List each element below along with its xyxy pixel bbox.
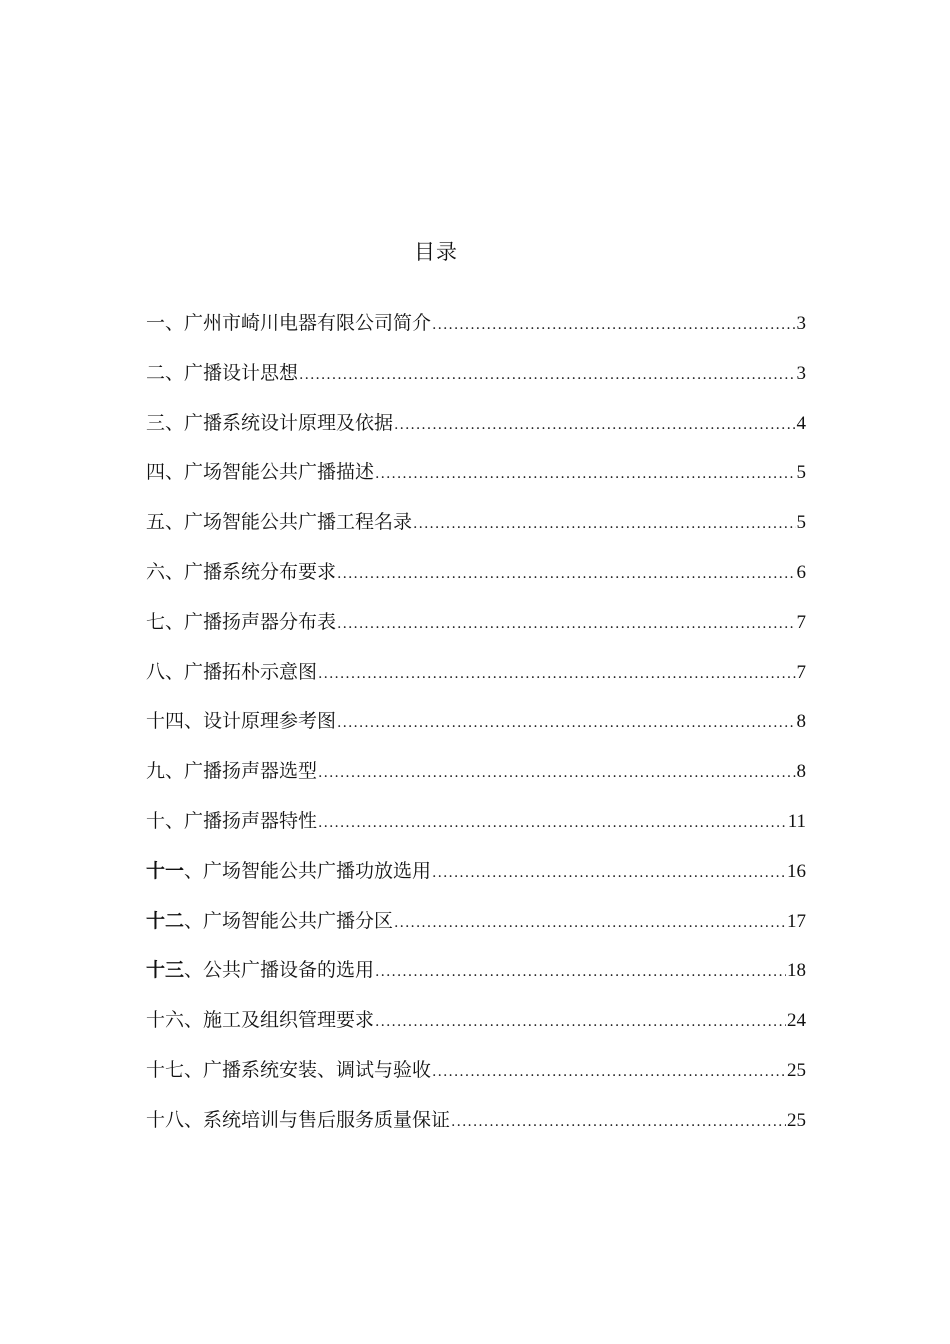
toc-entry-number: 九 — [146, 760, 166, 783]
toc-dot-leader — [432, 317, 795, 333]
toc-page-number: 18 — [787, 960, 806, 982]
toc-entry[interactable] — [146, 906, 806, 956]
toc-entry-text: 广播设计思想 — [184, 361, 299, 384]
toc-dot-leader — [337, 715, 795, 731]
toc-entry-text: 广场智能公共广播功放选用 — [203, 859, 432, 882]
toc-dot-leader — [432, 1064, 786, 1080]
toc-page-number: 5 — [796, 512, 806, 534]
toc-page-number: 24 — [787, 1010, 806, 1032]
toc-entry[interactable] — [146, 706, 806, 756]
toc-entry-label — [146, 955, 374, 982]
toc-entry-separator: 、 — [165, 610, 185, 633]
toc-entry[interactable] — [146, 408, 806, 458]
toc-entry-label — [146, 856, 431, 883]
toc-dot-leader — [337, 616, 795, 632]
toc-entry-text: 施工及组织管理要求 — [203, 1009, 375, 1032]
table-of-contents — [146, 308, 806, 1155]
toc-entry-number: 二 — [146, 361, 166, 384]
toc-dot-leader — [318, 666, 795, 682]
toc-entry-separator: 、 — [184, 1058, 204, 1081]
toc-entry[interactable] — [146, 806, 806, 856]
toc-entry-label — [146, 706, 336, 733]
toc-entry[interactable] — [146, 856, 806, 906]
toc-entry-separator: 、 — [165, 760, 185, 783]
toc-entry-separator: 、 — [184, 1009, 204, 1032]
toc-entry[interactable] — [146, 1105, 806, 1155]
toc-entry-separator: 、 — [184, 710, 204, 733]
toc-entry-label — [146, 308, 431, 335]
toc-entry-label — [146, 557, 336, 584]
toc-entry[interactable] — [146, 358, 806, 408]
toc-entry-text: 广播扬声器特性 — [184, 809, 318, 832]
toc-entry-number: 十一 — [146, 859, 185, 882]
toc-dot-leader — [318, 815, 787, 831]
toc-entry-text: 广播拓朴示意图 — [184, 660, 318, 683]
toc-entry-label — [146, 408, 393, 435]
toc-page-number: 6 — [796, 561, 806, 583]
toc-entry-text: 公共广播设备的选用 — [203, 959, 375, 982]
toc-entry-separator: 、 — [165, 809, 185, 832]
toc-entry-text: 设计原理参考图 — [203, 710, 337, 733]
toc-entry-text: 广播扬声器选型 — [184, 760, 318, 783]
toc-page-number: 17 — [787, 910, 806, 932]
toc-entry[interactable] — [146, 1055, 806, 1105]
toc-dot-leader — [394, 915, 786, 931]
toc-entry-label — [146, 607, 336, 634]
toc-entry-separator: 、 — [165, 461, 185, 484]
toc-entry-text: 广播系统安装、调试与验收 — [203, 1058, 432, 1081]
toc-entry[interactable] — [146, 1005, 806, 1055]
toc-page-number: 25 — [787, 1059, 806, 1081]
toc-entry-text: 广场智能公共广播描述 — [184, 461, 375, 484]
toc-dot-leader — [394, 417, 795, 433]
toc-entry-number: 十八 — [146, 1108, 185, 1131]
toc-page-number: 5 — [796, 462, 806, 484]
toc-page-number: 3 — [796, 313, 806, 334]
toc-entry-separator: 、 — [184, 859, 204, 882]
toc-page-number: 8 — [796, 761, 806, 783]
toc-page-number: 16 — [787, 860, 806, 882]
toc-entry-number: 四 — [146, 461, 166, 484]
toc-page-number: 8 — [796, 711, 806, 733]
toc-entry-label — [146, 507, 412, 534]
toc-entry-label — [146, 457, 374, 484]
toc-entry-label — [146, 1005, 374, 1032]
toc-dot-leader — [432, 865, 786, 881]
toc-page-number: 7 — [796, 611, 806, 633]
toc-dot-leader — [337, 566, 795, 582]
toc-entry-separator: 、 — [184, 959, 204, 982]
toc-page-number: 7 — [796, 661, 806, 683]
toc-entry-text: 广播系统设计原理及依据 — [184, 411, 394, 434]
toc-entry-separator: 、 — [165, 511, 185, 534]
toc-entry[interactable] — [146, 507, 806, 557]
toc-entry-text: 广场智能公共广播工程名录 — [184, 511, 413, 534]
toc-entry[interactable] — [146, 756, 806, 806]
toc-title: 目录 — [414, 240, 458, 264]
toc-entry-separator: 、 — [165, 411, 185, 434]
toc-entry-text: 系统培训与售后服务质量保证 — [203, 1108, 451, 1131]
toc-page-number: 25 — [787, 1109, 806, 1131]
toc-entry-text: 广播扬声器分布表 — [184, 610, 337, 633]
toc-dot-leader — [318, 765, 795, 781]
toc-dot-leader — [451, 1114, 786, 1130]
toc-entry-label — [146, 358, 298, 385]
toc-entry-separator: 、 — [165, 560, 185, 583]
toc-entry[interactable] — [146, 308, 806, 358]
toc-entry[interactable] — [146, 557, 806, 607]
toc-entry-number: 十七 — [146, 1058, 185, 1081]
toc-entry-label — [146, 657, 317, 684]
toc-page-number: 3 — [796, 362, 806, 384]
toc-entry[interactable] — [146, 657, 806, 707]
toc-entry-label — [146, 1105, 450, 1132]
toc-entry-separator: 、 — [184, 1108, 204, 1131]
toc-entry-number: 一 — [146, 312, 166, 334]
toc-entry-separator: 、 — [165, 361, 185, 384]
toc-entry-number: 十六 — [146, 1009, 185, 1032]
toc-dot-leader — [375, 964, 786, 980]
toc-page-number: 11 — [787, 810, 806, 832]
toc-entry-number: 八 — [146, 660, 166, 683]
toc-page-number: 4 — [796, 412, 806, 434]
toc-entry[interactable] — [146, 607, 806, 657]
toc-entry-number: 三 — [146, 411, 166, 434]
toc-dot-leader — [299, 367, 795, 383]
toc-dot-leader — [375, 466, 795, 482]
toc-entry-label — [146, 806, 317, 833]
toc-entry-label — [146, 1055, 431, 1082]
toc-entry-separator: 、 — [165, 660, 185, 683]
toc-entry-text: 广场智能公共广播分区 — [203, 909, 394, 932]
toc-entry-label — [146, 906, 393, 933]
toc-dot-leader — [413, 516, 795, 532]
toc-entry-number: 六 — [146, 560, 166, 583]
toc-dot-leader — [375, 1014, 786, 1030]
toc-entry-text: 广播系统分布要求 — [184, 560, 337, 583]
toc-entry-number: 十四 — [146, 710, 185, 733]
toc-entry[interactable] — [146, 955, 806, 1005]
toc-entry-separator: 、 — [184, 909, 204, 932]
toc-entry-number: 十 — [146, 809, 166, 832]
toc-entry-separator: 、 — [165, 312, 185, 334]
toc-entry-number: 七 — [146, 610, 166, 633]
toc-entry-text: 广州市崎川电器有限公司简介 — [184, 312, 432, 334]
toc-entry-number: 五 — [146, 511, 166, 534]
toc-entry-number: 十三 — [146, 959, 185, 982]
toc-entry-number: 十二 — [146, 909, 185, 932]
toc-entry-label — [146, 756, 317, 783]
toc-entry[interactable] — [146, 457, 806, 507]
